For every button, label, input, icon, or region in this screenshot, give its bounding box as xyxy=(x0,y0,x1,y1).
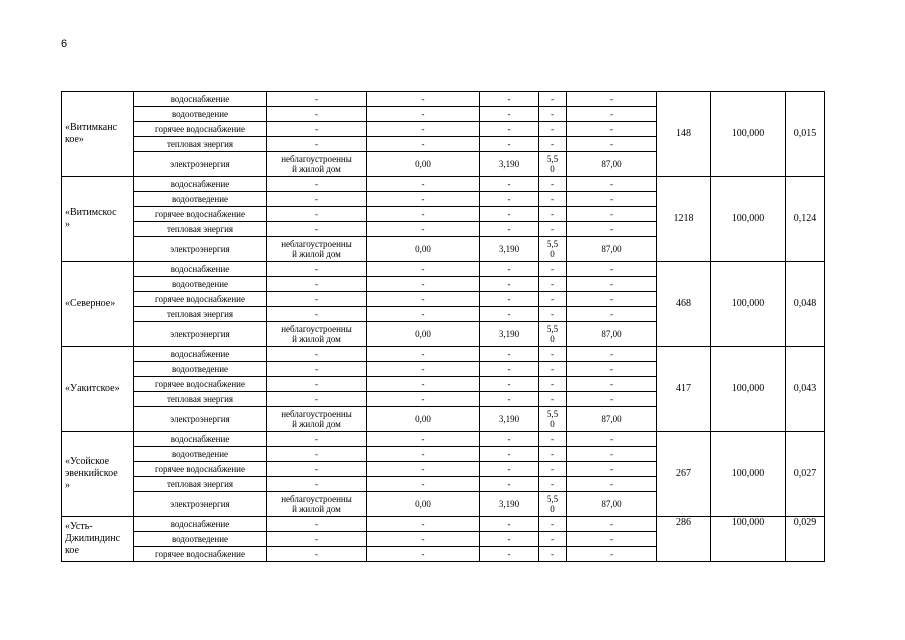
value-cell: - xyxy=(539,517,567,532)
value-cell: - xyxy=(480,532,539,547)
value-cell: - xyxy=(480,192,539,207)
value-cell: 5,5 0 xyxy=(539,407,567,432)
value-cell: - xyxy=(480,277,539,292)
value-cell: - xyxy=(539,192,567,207)
value-cell: - xyxy=(480,262,539,277)
object-cell: - xyxy=(267,222,367,237)
object-cell: - xyxy=(267,477,367,492)
value-cell: 0,00 xyxy=(367,152,480,177)
service-cell: водоотведение xyxy=(134,107,267,122)
value-cell: - xyxy=(567,362,657,377)
service-cell: водоснабжение xyxy=(134,347,267,362)
table-row xyxy=(62,347,825,362)
value-cell: - xyxy=(480,447,539,462)
value-cell: - xyxy=(567,547,657,562)
value-cell: - xyxy=(480,177,539,192)
service-cell: водоотведение xyxy=(134,192,267,207)
value-cell: 87,00 xyxy=(567,152,657,177)
value-cell: - xyxy=(480,377,539,392)
percent-cell: 100,000 xyxy=(711,177,786,262)
share-cell: 0,015 xyxy=(786,92,825,177)
percent-cell: 100,000 xyxy=(711,347,786,432)
value-cell: - xyxy=(539,292,567,307)
value-cell: - xyxy=(367,517,480,532)
service-cell: электроэнергия xyxy=(134,237,267,262)
value-cell: - xyxy=(567,292,657,307)
object-cell: - xyxy=(267,277,367,292)
value-cell: - xyxy=(539,207,567,222)
object-cell: неблагоустроенны й жилой дом xyxy=(267,152,367,177)
value-cell: 87,00 xyxy=(567,322,657,347)
value-cell: - xyxy=(480,207,539,222)
value-cell: - xyxy=(367,532,480,547)
settlement-cell: «Витимскос » xyxy=(62,177,134,262)
value-cell: - xyxy=(567,207,657,222)
value-cell: - xyxy=(567,377,657,392)
object-cell: - xyxy=(267,307,367,322)
service-cell: горячее водоснабжение xyxy=(134,462,267,477)
object-cell: - xyxy=(267,177,367,192)
value-cell: - xyxy=(367,392,480,407)
value-cell: - xyxy=(367,277,480,292)
value-cell: - xyxy=(567,307,657,322)
value-cell: 5,5 0 xyxy=(539,492,567,517)
value-cell: - xyxy=(367,122,480,137)
value-cell: - xyxy=(480,137,539,152)
value-cell: - xyxy=(367,377,480,392)
object-cell: - xyxy=(267,122,367,137)
service-cell: тепловая энергия xyxy=(134,477,267,492)
object-cell: - xyxy=(267,347,367,362)
value-cell: - xyxy=(567,447,657,462)
service-cell: водоснабжение xyxy=(134,432,267,447)
value-cell: - xyxy=(480,92,539,107)
object-cell: - xyxy=(267,377,367,392)
value-cell: 87,00 xyxy=(567,407,657,432)
value-cell: - xyxy=(367,192,480,207)
settlement-cell: «Витимканс кое» xyxy=(62,92,134,177)
share-cell: 0,124 xyxy=(786,177,825,262)
value-cell: - xyxy=(567,517,657,532)
population-cell: 468 xyxy=(657,262,711,347)
value-cell: 5,5 0 xyxy=(539,152,567,177)
settlement-cell: «Усть- Джилиндинс кое xyxy=(62,517,134,562)
value-cell: - xyxy=(539,137,567,152)
service-cell: тепловая энергия xyxy=(134,137,267,152)
population-cell: 1218 xyxy=(657,177,711,262)
value-cell: - xyxy=(539,177,567,192)
value-cell: - xyxy=(480,307,539,322)
value-cell: 3,190 xyxy=(480,492,539,517)
service-cell: водоснабжение xyxy=(134,177,267,192)
value-cell: - xyxy=(539,532,567,547)
object-cell: - xyxy=(267,447,367,462)
table-row xyxy=(62,262,825,277)
object-cell: - xyxy=(267,262,367,277)
value-cell: - xyxy=(367,462,480,477)
value-cell: - xyxy=(539,107,567,122)
value-cell: - xyxy=(480,222,539,237)
percent-cell: 100,000 xyxy=(711,432,786,517)
table-row xyxy=(62,92,825,107)
value-cell: - xyxy=(567,432,657,447)
service-cell: водоснабжение xyxy=(134,92,267,107)
object-cell: - xyxy=(267,462,367,477)
population-cell: 148 xyxy=(657,92,711,177)
value-cell: - xyxy=(539,377,567,392)
service-cell: горячее водоснабжение xyxy=(134,377,267,392)
value-cell: - xyxy=(367,447,480,462)
value-cell: - xyxy=(367,222,480,237)
service-cell: тепловая энергия xyxy=(134,222,267,237)
value-cell: - xyxy=(539,277,567,292)
percent-cell: 100,000 xyxy=(711,517,786,562)
object-cell: - xyxy=(267,432,367,447)
share-cell: 0,043 xyxy=(786,347,825,432)
value-cell: - xyxy=(480,432,539,447)
object-cell: - xyxy=(267,107,367,122)
value-cell: - xyxy=(567,177,657,192)
value-cell: 5,5 0 xyxy=(539,322,567,347)
value-cell: - xyxy=(367,547,480,562)
value-cell: 87,00 xyxy=(567,237,657,262)
value-cell: - xyxy=(367,292,480,307)
percent-cell: 100,000 xyxy=(711,262,786,347)
value-cell: - xyxy=(539,92,567,107)
object-cell: неблагоустроенны й жилой дом xyxy=(267,492,367,517)
object-cell: неблагоустроенны й жилой дом xyxy=(267,237,367,262)
value-cell: - xyxy=(539,392,567,407)
service-cell: горячее водоснабжение xyxy=(134,547,267,562)
value-cell: - xyxy=(567,137,657,152)
population-cell: 286 xyxy=(657,517,711,562)
object-cell: - xyxy=(267,207,367,222)
settlement-cell: «Северное» xyxy=(62,262,134,347)
value-cell: - xyxy=(480,462,539,477)
object-cell: - xyxy=(267,92,367,107)
object-cell: - xyxy=(267,292,367,307)
value-cell: 0,00 xyxy=(367,492,480,517)
value-cell: - xyxy=(367,477,480,492)
value-cell: - xyxy=(367,347,480,362)
settlement-cell: «Усойское эвенкийское » xyxy=(62,432,134,517)
value-cell: - xyxy=(567,532,657,547)
value-cell: - xyxy=(539,432,567,447)
service-cell: водоснабжение xyxy=(134,517,267,532)
service-cell: электроэнергия xyxy=(134,152,267,177)
object-cell: - xyxy=(267,137,367,152)
share-cell: 0,029 xyxy=(786,517,825,562)
object-cell: неблагоустроенны й жилой дом xyxy=(267,322,367,347)
population-cell: 267 xyxy=(657,432,711,517)
value-cell: 3,190 xyxy=(480,237,539,262)
value-cell: - xyxy=(367,177,480,192)
value-cell: 3,190 xyxy=(480,322,539,347)
service-cell: горячее водоснабжение xyxy=(134,122,267,137)
service-cell: водоотведение xyxy=(134,277,267,292)
share-cell: 0,027 xyxy=(786,432,825,517)
value-cell: - xyxy=(567,192,657,207)
service-cell: водоотведение xyxy=(134,532,267,547)
value-cell: - xyxy=(480,392,539,407)
value-cell: - xyxy=(480,122,539,137)
value-cell: - xyxy=(539,307,567,322)
share-cell: 0,048 xyxy=(786,262,825,347)
service-cell: электроэнергия xyxy=(134,492,267,517)
object-cell: - xyxy=(267,192,367,207)
value-cell: - xyxy=(539,447,567,462)
value-cell: - xyxy=(480,347,539,362)
value-cell: - xyxy=(480,292,539,307)
value-cell: - xyxy=(539,122,567,137)
service-cell: электроэнергия xyxy=(134,407,267,432)
value-cell: 3,190 xyxy=(480,152,539,177)
value-cell: - xyxy=(480,107,539,122)
value-cell: - xyxy=(539,547,567,562)
value-cell: - xyxy=(567,107,657,122)
value-cell: - xyxy=(367,207,480,222)
object-cell: - xyxy=(267,517,367,532)
object-cell: - xyxy=(267,547,367,562)
value-cell: - xyxy=(367,432,480,447)
value-cell: - xyxy=(480,517,539,532)
tariff-table xyxy=(61,91,825,562)
service-cell: водоотведение xyxy=(134,362,267,377)
population-cell: 417 xyxy=(657,347,711,432)
value-cell: - xyxy=(367,362,480,377)
table-row xyxy=(62,432,825,447)
service-cell: горячее водоснабжение xyxy=(134,207,267,222)
service-cell: тепловая энергия xyxy=(134,392,267,407)
value-cell: - xyxy=(480,477,539,492)
value-cell: - xyxy=(539,347,567,362)
value-cell: - xyxy=(567,392,657,407)
value-cell: - xyxy=(567,347,657,362)
value-cell: - xyxy=(367,92,480,107)
value-cell: - xyxy=(567,222,657,237)
service-cell: водоотведение xyxy=(134,447,267,462)
page-number: 6 xyxy=(61,38,68,50)
object-cell: - xyxy=(267,532,367,547)
service-cell: горячее водоснабжение xyxy=(134,292,267,307)
value-cell: 0,00 xyxy=(367,407,480,432)
value-cell: - xyxy=(567,462,657,477)
value-cell: 0,00 xyxy=(367,237,480,262)
value-cell: - xyxy=(539,222,567,237)
value-cell: - xyxy=(567,122,657,137)
settlement-cell: «Уакитское» xyxy=(62,347,134,432)
value-cell: - xyxy=(367,262,480,277)
value-cell: - xyxy=(480,547,539,562)
service-cell: водоснабжение xyxy=(134,262,267,277)
value-cell: - xyxy=(367,307,480,322)
value-cell: - xyxy=(367,137,480,152)
object-cell: неблагоустроенны й жилой дом xyxy=(267,407,367,432)
object-cell: - xyxy=(267,362,367,377)
value-cell: - xyxy=(539,477,567,492)
service-cell: электроэнергия xyxy=(134,322,267,347)
value-cell: - xyxy=(567,262,657,277)
value-cell: 5,5 0 xyxy=(539,237,567,262)
value-cell: 3,190 xyxy=(480,407,539,432)
object-cell: - xyxy=(267,392,367,407)
value-cell: - xyxy=(539,462,567,477)
value-cell: - xyxy=(480,362,539,377)
value-cell: - xyxy=(567,477,657,492)
value-cell: - xyxy=(567,92,657,107)
percent-cell: 100,000 xyxy=(711,92,786,177)
table-row xyxy=(62,177,825,192)
value-cell: - xyxy=(539,262,567,277)
value-cell: 87,00 xyxy=(567,492,657,517)
value-cell: - xyxy=(539,362,567,377)
value-cell: - xyxy=(367,107,480,122)
value-cell: 0,00 xyxy=(367,322,480,347)
table-row xyxy=(62,517,825,532)
value-cell: - xyxy=(567,277,657,292)
service-cell: тепловая энергия xyxy=(134,307,267,322)
